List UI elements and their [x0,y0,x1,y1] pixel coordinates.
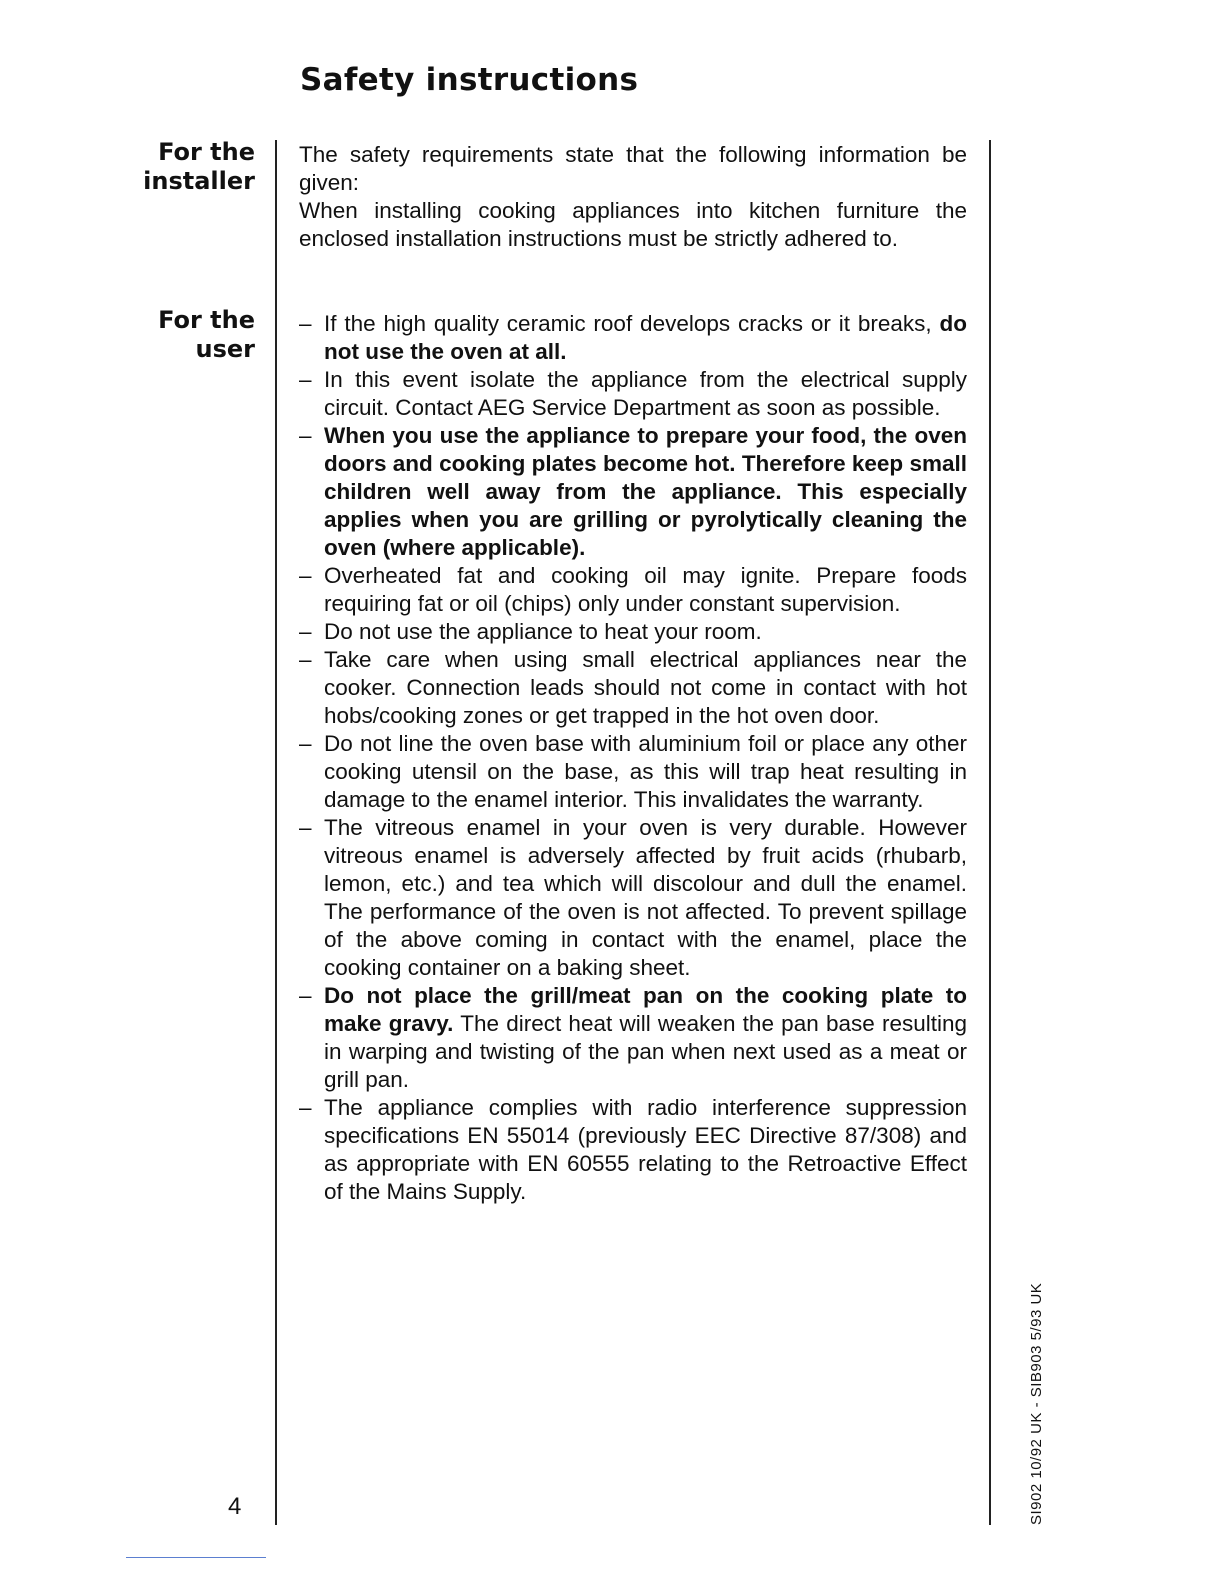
document-code: SI902 10/92 UK - SIB903 5/93 UK [1028,1282,1045,1525]
safety-list-item [299,814,967,982]
page-title: Safety instructions [300,62,639,98]
list-item-text: Take care when using small electrical appliances near the cooker. Connection leads should not come in contact with hot hobs/cooking zones or get trapped in the hot oven door. [324,647,967,728]
list-item-bold-text: Do not place the grill/meat pan on the cooking plate to make gravy. [324,983,967,1036]
safety-list [299,310,967,1206]
list-item-text: Do not line the oven base with aluminium foil or place any other cooking utensil on the base, as this will trap heat resulting in damage to the enamel interior. This invalidates the warranty. [324,731,967,812]
list-item-text: If the high quality ceramic roof develops cracks or it breaks, [324,311,940,336]
left-column-rule [275,140,277,1525]
installer-paragraph-2: When installing cooking appliances into kitchen furniture the enclosed installation instructions must be strictly adhered to. [299,198,967,251]
installer-section-text [299,141,967,253]
list-item-bold-text: When you use the appliance to prepare your food, the oven doors and cooking plates become hot. Therefore keep small children well away from the appliance. This especially applies when you are grilling or pyrolytically cleaning the oven (where applicable). [324,423,967,560]
safety-list-item [299,366,967,422]
safety-list-item [299,422,967,562]
list-item-text: The appliance complies with radio interference suppression specifications EN 55014 (previously EEC Directive 87/308) and as appropriate with EN 60555 relating to the Retroactive Effect of the Mains Supply. [324,1095,967,1204]
list-item-text: Overheated fat and cooking oil may ignite. Prepare foods requiring fat or oil (chips) only under constant supervision. [324,563,967,616]
installer-section-label [143,138,255,196]
safety-list-item [299,646,967,730]
list-item-text: The vitreous enamel in your oven is very durable. However vitreous enamel is adversely affected by fruit acids (rhubarb, lemon, etc.) and tea which will discolour and dull the enamel. The performance of the oven is not affected. To prevent spillage of the above coming in contact with the enamel, place the cooking container on a baking sheet. [324,815,967,980]
user-section-text [299,310,967,1206]
installer-label-line2: installer [143,167,255,195]
safety-list-item [299,982,967,1094]
bottom-link-line [126,1557,266,1558]
list-item-text: In this event isolate the appliance from the electrical supply circuit. Contact AEG Service Department as soon as possible. [324,367,967,420]
safety-list-item [299,1094,967,1206]
user-label-line1: For the [158,306,255,334]
user-label-line2: user [195,335,255,363]
right-column-rule [989,140,991,1525]
installer-label-line1: For the [158,138,255,166]
list-item-text-after: The direct heat will weaken the pan base resulting in warping and twisting of the pan when next used as a meat or grill pan. [324,1011,967,1092]
list-item-text: Do not use the appliance to heat your room. [324,619,762,644]
user-section-label [158,306,255,364]
installer-paragraph-1: The safety requirements state that the following information be given: [299,142,967,195]
page-number: 4 [228,1493,242,1520]
safety-list-item [299,310,967,366]
safety-list-item [299,562,967,618]
safety-list-item [299,618,967,646]
list-item-bold-text: do not use the oven at all. [324,311,967,364]
safety-list-item [299,730,967,814]
